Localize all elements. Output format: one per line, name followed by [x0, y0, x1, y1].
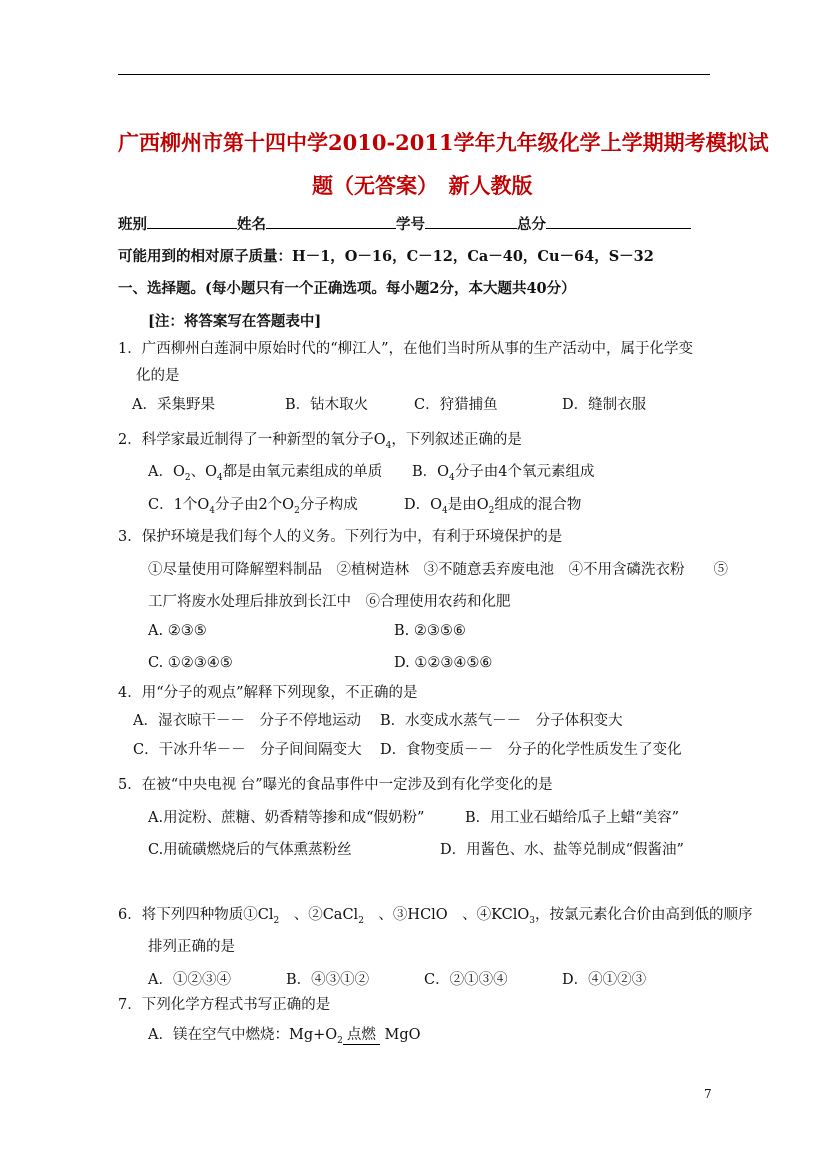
atomic-masses: 可能用到的相对原子质量：H－1，O－16，C－12，Ca－40，Cu－64，S－32 [118, 248, 654, 265]
name-label: 姓名 [237, 216, 266, 233]
q7-option-a: A．镁在空气中燃烧：$Mg+O_2$ 点燃 MgO [148, 1023, 421, 1046]
q4-option-a: A．湿衣晾干－－ 分子不停地运动 [133, 713, 361, 729]
q5-option-a: A.用淀粉、蔗糖、奶香精等掺和成“假奶粉” [148, 810, 425, 826]
q3-option-b: B. ②③⑤⑥ [394, 623, 466, 639]
answer-note: [注：将答案写在答题表中] [148, 313, 322, 330]
q2-option-d: D．$O_4$是由$O_2$组成的混合物 [404, 497, 582, 516]
q4-option-c: C．干冰升华－－ 分子间间隔变大 [133, 742, 362, 758]
q6-stem-2: 排列正确的是 [148, 939, 235, 955]
q7-stem: 7．下列化学方程式书写正确的是 [118, 997, 331, 1013]
q1-option-d: D．缝制衣服 [562, 397, 647, 413]
title-line-2: 题（无答案） 新人教版 [312, 173, 533, 198]
q3-items-2: 工厂将废水处理后排放到长江中 ⑥合理使用农药和化肥 [148, 594, 511, 610]
q3-option-a: A. ②③⑤ [148, 623, 207, 639]
q3-option-c: C. ①②③④⑤ [148, 655, 233, 671]
name-blank[interactable] [266, 214, 396, 229]
page-number: 7 [704, 1087, 712, 1101]
q5-option-d: D．用酱色、水、盐等兑制成“假酱油” [440, 842, 684, 858]
q6-option-b: B．④③①② [286, 972, 370, 988]
q3-items-1: ①尽量使用可降解塑料制品 ②植树造林 ③不随意丢弃废电池 ④不用含磷洗衣粉 ⑤ [148, 562, 728, 578]
q1-option-a: A．采集野果 [132, 397, 215, 413]
q1-stem-2: 化的是 [136, 368, 180, 384]
student-info-line [118, 213, 691, 234]
class-blank[interactable] [147, 214, 237, 229]
q2-option-b: B．$O_4$分子由4个氧元素组成 [412, 464, 595, 483]
q2-option-c: C．1个$O_4$分子由2个$O_2$分子构成 [148, 497, 358, 516]
q1-option-b: B．钻木取火 [285, 397, 369, 413]
q6-option-d: D．④①②③ [562, 972, 647, 988]
id-label: 学号 [396, 216, 425, 233]
q4-option-b: B．水变成水蒸气－－ 分子体积变大 [380, 713, 623, 729]
score-blank[interactable] [546, 214, 691, 229]
q5-option-c: C.用硫磺燃烧后的气体熏蒸粉丝 [148, 842, 352, 858]
q1-option-c: C．狩猎捕鱼 [414, 397, 498, 413]
q4-option-d: D．食物变质－－ 分子的化学性质发生了变化 [380, 742, 682, 758]
id-blank[interactable] [425, 214, 517, 229]
header-rule [118, 74, 710, 75]
q6-option-a: A．①②③④ [148, 972, 231, 988]
q4-stem: 4．用“分子的观点”解释下列现象，不正确的是 [118, 685, 418, 701]
class-label: 班别 [118, 216, 147, 233]
q6-option-c: C．②①③④ [424, 972, 508, 988]
reaction-condition: 点燃 [343, 1023, 380, 1045]
q1-stem-1: 1．广西柳州白莲洞中原始时代的“柳江人”，在他们当时所从事的生产活动中，属于化学变 [118, 341, 694, 357]
q3-option-d: D. ①②③④⑤⑥ [394, 655, 493, 671]
score-label: 总分 [517, 216, 546, 233]
section1-heading: 一、选择题。(每小题只有一个正确选项。每小题2分，本大题共40分） [118, 280, 576, 297]
title-line-1: 广西柳州市第十四中学2010-2011学年九年级化学上学期期考模拟试 [118, 130, 769, 155]
q3-stem: 3．保护环境是我们每个人的义务。下列行为中，有利于环境保护的是 [118, 529, 563, 545]
q2-option-a: A．$O_2$、$O_4$都是由氧元素组成的单质 [148, 464, 383, 483]
q2-stem: 2．科学家最近制得了一种新型的氧分子$O_4$，下列叙述正确的是 [118, 432, 522, 451]
q6-stem: 6．将下列四种物质$①Cl_2$ 、②CaCl$_2$ 、③HClO 、④KClO$_3$，按氯元素化合价由高到低的顺序 [118, 907, 753, 926]
q5-option-b: B．用工业石蜡给瓜子上蜡“美容” [465, 810, 679, 826]
q5-stem: 5．在被“中央电视 台”曝光的食品事件中一定涉及到有化学变化的是 [118, 777, 553, 793]
